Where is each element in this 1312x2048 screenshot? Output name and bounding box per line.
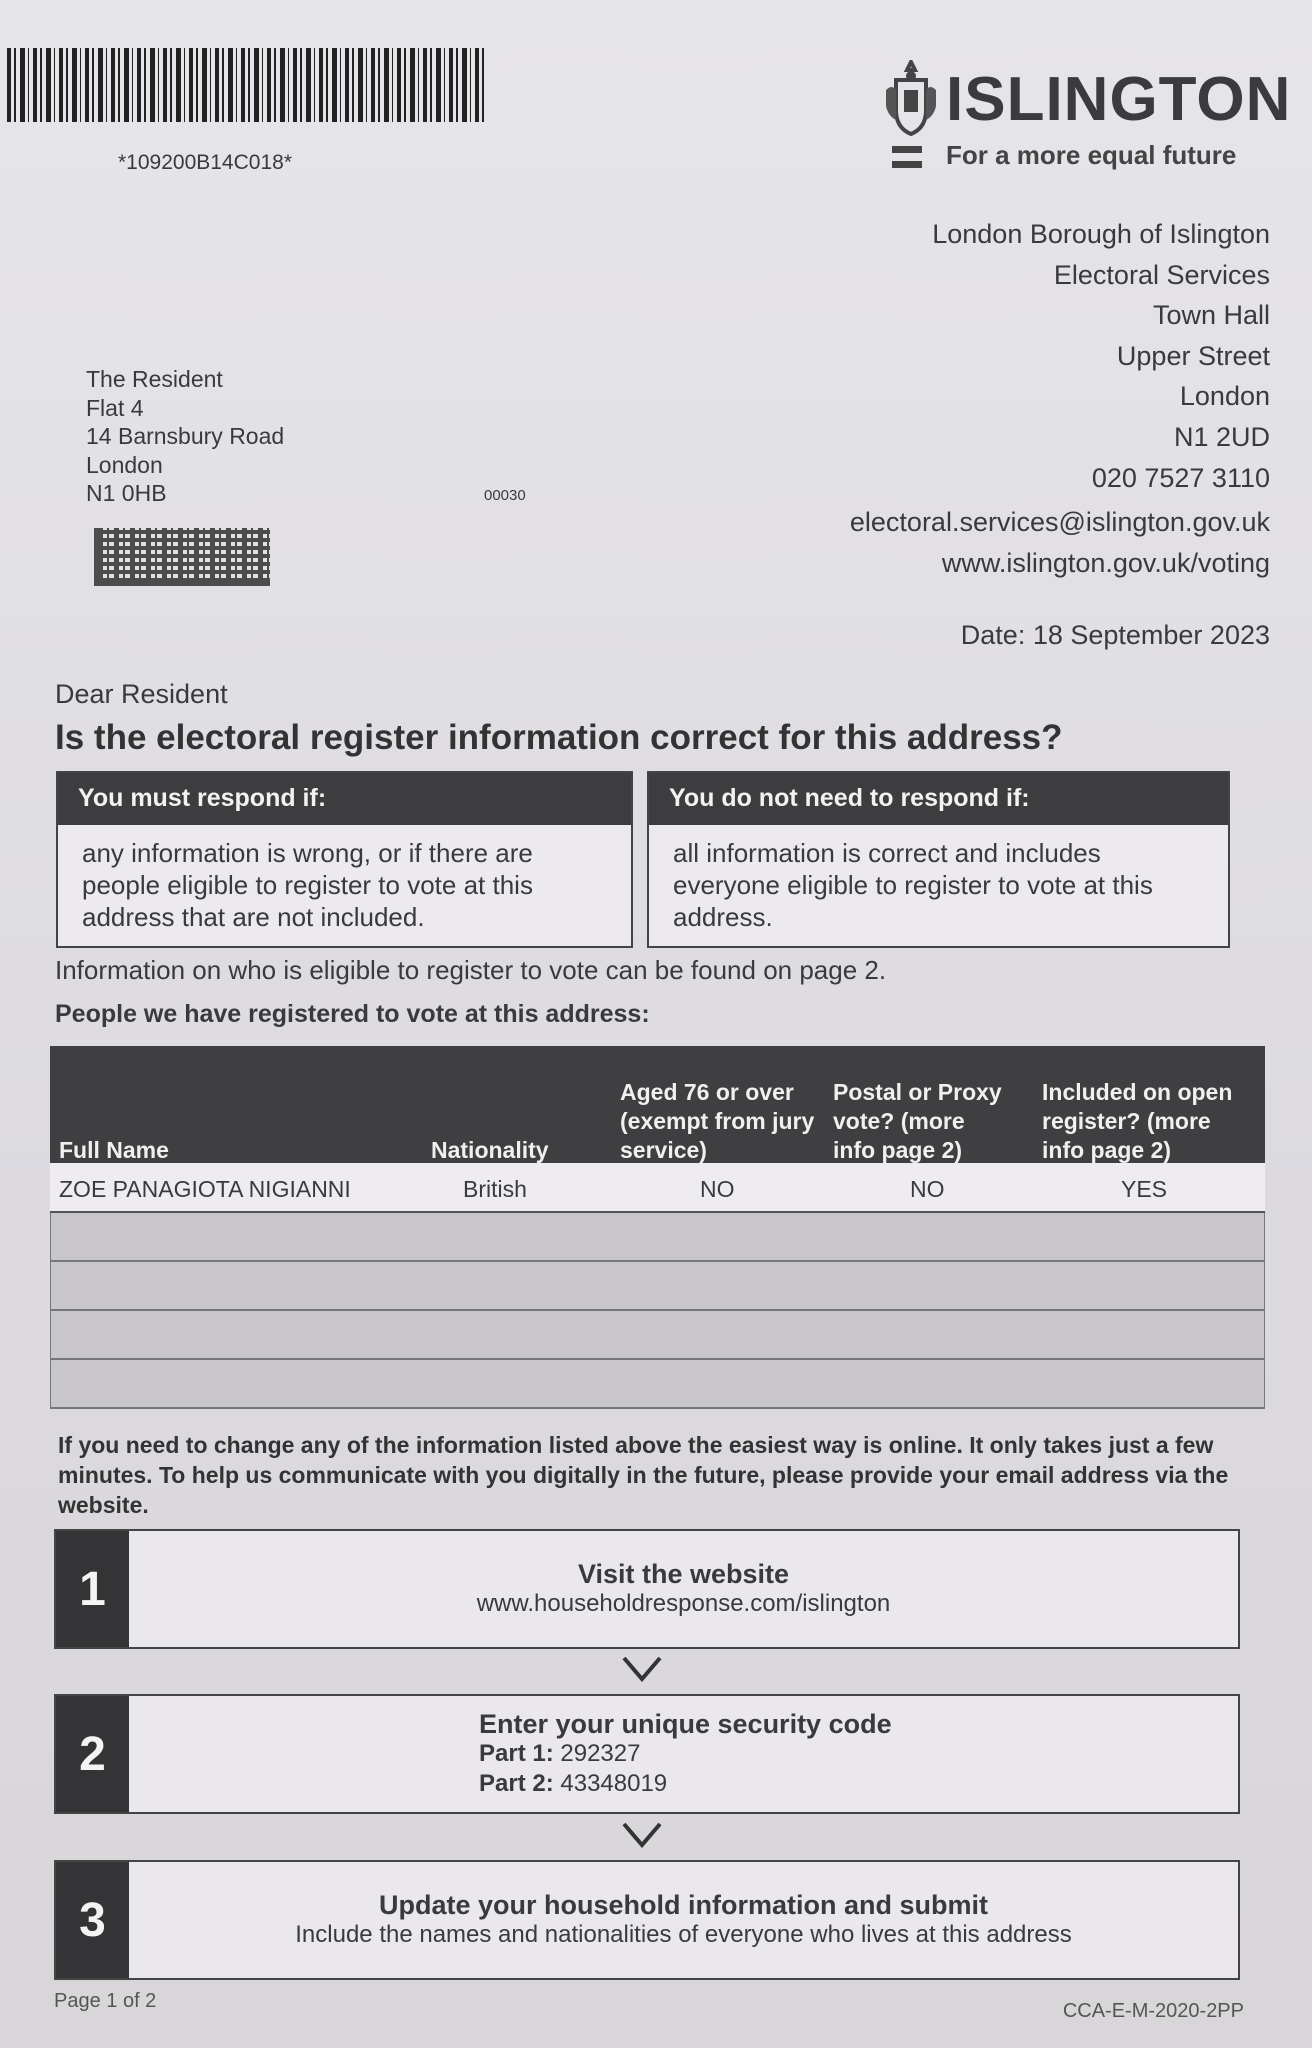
empty-row [50, 1360, 1265, 1409]
address-line: N1 2UD [1173, 421, 1270, 452]
empty-row [50, 1311, 1265, 1360]
col-nationality: Nationality [431, 1137, 549, 1163]
chevron-down-icon [622, 1656, 662, 1682]
address-line: Electoral Services [1053, 259, 1270, 290]
step-3 [54, 1860, 1240, 1980]
website-link[interactable]: www.householdresponse.com/islington [476, 1590, 891, 1617]
sort-code: 00030 [484, 487, 526, 504]
col-aged-76: Aged 76 or over (exempt from jury service) [620, 1079, 815, 1163]
step-1 [54, 1529, 1240, 1649]
address-line: London [86, 451, 163, 478]
address-line: Flat 4 [86, 394, 144, 421]
email: electoral.services@islington.gov.uk [849, 507, 1270, 538]
step-title: Update your household information and submit [378, 1890, 988, 1920]
must-respond-box [56, 771, 633, 948]
no-need-box [647, 771, 1230, 948]
security-code-part1: Part 1: 292327 [479, 1740, 641, 1767]
website: www.islington.gov.uk/voting [941, 547, 1270, 578]
recipient-address [86, 365, 284, 508]
eligibility-info: Information on who is eligible to register to vote can be found on page 2. [55, 955, 887, 985]
box-body: all information is correct and includes everyone eligible to register to vote at this address. [673, 838, 1153, 932]
step-description: Include the names and nationalities of everyone who lives at this address [295, 1921, 1072, 1948]
step-number: 1 [56, 1531, 129, 1647]
address-line: Upper Street [1116, 340, 1270, 371]
logo-tagline: For a more equal future [946, 140, 1237, 170]
people-heading: People we have registered to vote at this address: [55, 1000, 650, 1028]
cell-nationality: British [463, 1176, 527, 1202]
address-line: Town Hall [1152, 300, 1270, 331]
datamatrix-code [94, 528, 270, 586]
logo-name: ISLINGTON [946, 65, 1292, 134]
address-line: 14 Barnsbury Road [86, 423, 285, 449]
col-open-register: Included on open register? (more info page 2) [1042, 1079, 1233, 1163]
box-header: You do not need to respond if: [649, 773, 1228, 825]
islington-logo [878, 56, 1292, 176]
letter-date: Date: 18 September 2023 [960, 620, 1270, 650]
barcode-text: *109200B14C018* [118, 151, 292, 174]
equals-icon [892, 146, 922, 168]
cell-name: ZOE PANAGIOTA NIGIANNI [59, 1176, 351, 1202]
return-address [850, 214, 1270, 583]
page-number: Page 1 of 2 [54, 1990, 157, 2012]
form-reference: CCA-E-M-2020-2PP [1062, 2000, 1244, 2022]
step-2 [54, 1694, 1240, 1814]
address-line: London Borough of Islington [932, 219, 1270, 249]
cell-aged: NO [700, 1176, 735, 1202]
step-number: 2 [56, 1696, 129, 1812]
crest-icon [882, 60, 940, 140]
instructions-paragraph: If you need to change any of the information listed above the easiest way is online. It only takes just a few minutes. To help us communicate with you digitally in the future, please provide your email address via the website. [58, 1432, 1229, 1518]
box-header: You must respond if: [58, 773, 631, 825]
step-title: Enter your unique security code [479, 1709, 892, 1739]
barcode [7, 48, 484, 122]
chevron-down-icon [622, 1822, 662, 1848]
address-line: N1 0HB [86, 480, 167, 506]
address-line: The Resident [86, 366, 223, 392]
address-line: London [1179, 381, 1270, 412]
empty-row [50, 1213, 1265, 1262]
step-number: 3 [56, 1862, 129, 1978]
table-row [50, 1163, 1265, 1213]
security-code-part2: Part 2: 43348019 [479, 1770, 668, 1797]
col-postal-proxy: Postal or Proxy vote? (more info page 2) [833, 1079, 1002, 1163]
empty-row [50, 1262, 1265, 1311]
step-title: Visit the website [577, 1559, 790, 1589]
box-body: any information is wrong, or if there are people eligible to register to vote at this address that are not included. [82, 838, 533, 932]
register-table [50, 1046, 1265, 1409]
table-header [50, 1046, 1265, 1163]
cell-open-register: YES [1121, 1176, 1168, 1202]
col-full-name: Full Name [59, 1137, 169, 1163]
phone: 020 7527 3110 [1091, 462, 1270, 493]
cell-postal: NO [910, 1176, 945, 1202]
greeting: Dear Resident [55, 679, 228, 709]
page-title: Is the electoral register information correct for this address? [55, 718, 1063, 757]
